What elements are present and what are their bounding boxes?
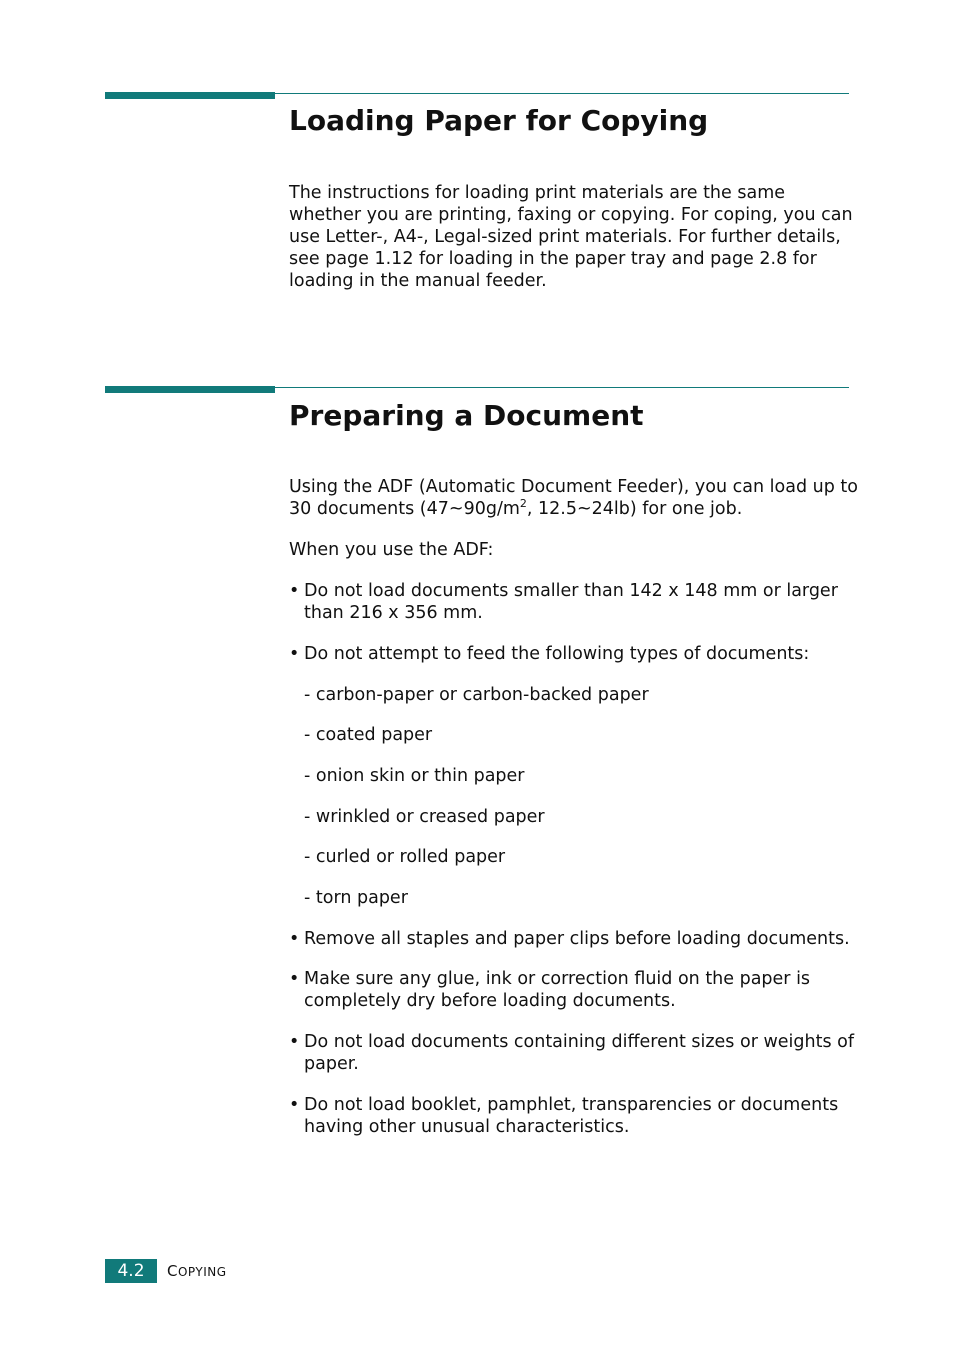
bullet-glyph: • — [289, 581, 300, 601]
when-use-adf: When you use the ADF: — [289, 540, 494, 560]
bullet-glyph: • — [289, 1032, 300, 1052]
sub-list-item: - torn paper — [304, 888, 408, 908]
chapter-label-rest: OPYING — [177, 1265, 227, 1279]
list-item-text: Do not load booklet, pamphlet, transparencies or documents having other unusual characteristics. — [304, 1095, 839, 1137]
sub-list-item: - onion skin or thin paper — [304, 766, 525, 786]
list-item-text: Remove all staples and paper clips before loading documents. — [304, 929, 850, 949]
list-item — [289, 1094, 874, 1138]
list-item-text: Do not attempt to feed the following types of documents: — [304, 644, 810, 664]
sub-list-item: - curled or rolled paper — [304, 847, 506, 867]
section-rule — [105, 92, 849, 99]
adf-intro-text: Using the ADF (Automatic Document Feeder), you can load up to 30 documents (47~90g/m — [289, 477, 858, 519]
list-item — [289, 580, 874, 624]
section-rule-thin — [275, 93, 849, 94]
sub-list-item: - carbon-paper or carbon-backed paper — [304, 685, 649, 705]
sub-list-item: - coated paper — [304, 725, 433, 745]
list-item — [289, 643, 874, 665]
list-item — [289, 968, 874, 1012]
section-title-preparing-document: Preparing a Document — [289, 399, 644, 432]
loading-paper-paragraph: The instructions for loading print materials are the same whether you are printing, faxing or copying. For coping, you can use Letter-, A4-, Legal-sized print materials. For further details, see page 1.12 for loading in the paper tray and page 2.8 for loading in the manual feeder. — [289, 183, 853, 291]
superscript: 2 — [519, 497, 527, 511]
bullet-glyph: • — [289, 644, 300, 664]
section-rule-thin — [275, 387, 849, 388]
chapter-label — [167, 1262, 227, 1280]
section-rule-thick — [105, 92, 275, 99]
chapter-label-initial: C — [167, 1262, 178, 1280]
bullet-glyph: • — [289, 969, 300, 989]
list-item-text: Do not load documents smaller than 142 x 148 mm or larger than 216 x 356 mm. — [304, 581, 838, 623]
list-item-text: Make sure any glue, ink or correction fluid on the paper is completely dry before loading documents. — [304, 969, 811, 1011]
adf-intro-paragraph — [289, 476, 859, 520]
section-rule — [105, 386, 849, 393]
list-item — [289, 1031, 874, 1075]
adf-intro-text-end: , 12.5~24lb) for one job. — [526, 499, 743, 519]
bullet-glyph: • — [289, 929, 300, 949]
list-item — [289, 928, 874, 950]
section-title-loading-paper: Loading Paper for Copying — [289, 104, 709, 137]
page-number-badge: 4.2 — [105, 1259, 157, 1283]
sub-list-item: - wrinkled or creased paper — [304, 807, 545, 827]
bullet-glyph: • — [289, 1095, 300, 1115]
section-rule-thick — [105, 386, 275, 393]
list-item-text: Do not load documents containing different sizes or weights of paper. — [304, 1032, 855, 1074]
